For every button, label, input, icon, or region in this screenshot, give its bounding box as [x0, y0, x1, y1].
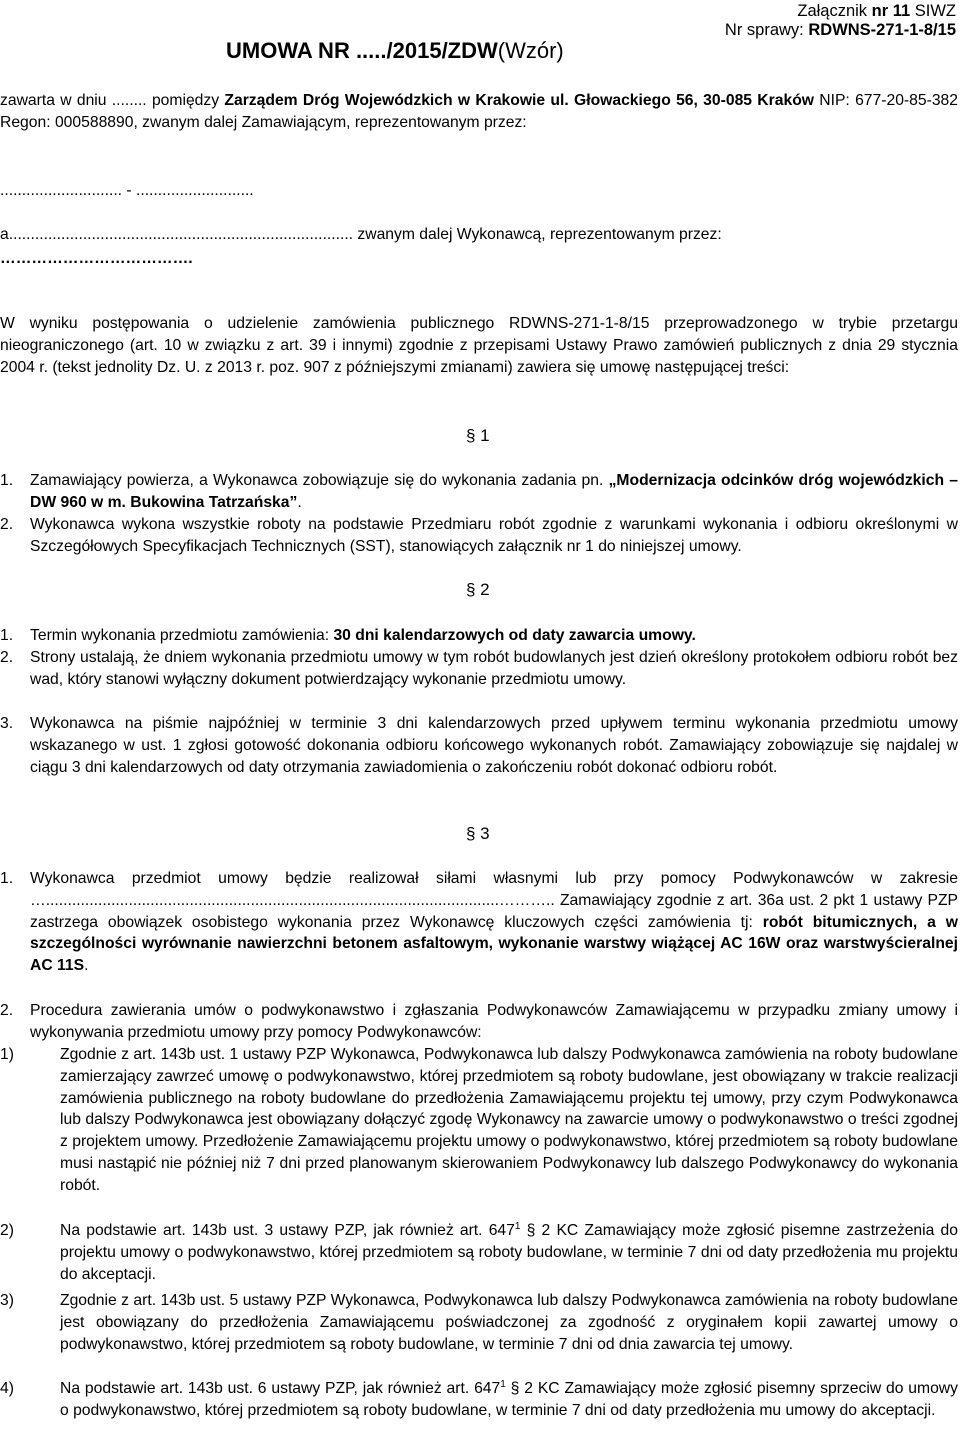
s3-sub-2-text-b: § 2 KC Zamawiający może zgłosić pisemne zastrzeżenia do projektu umowy o podwykonawstwo, której przedmiotem są roboty budowlane, w terminie 7 dni od daty przedłożenia mu projektu do akceptacji.: [60, 1222, 958, 1283]
s1-item-2-number: 2.: [0, 516, 14, 533]
case-number-prefix: Nr sprawy:: [724, 21, 809, 39]
s1-item-2: Wykonawca wykona wszystkie roboty na podstawie Przedmiaru robót zgodnie z warunkami wykonania i odbioru określonymi w Szczegółowych Specyfikacjach Technicznych (SST), stanowiących załącznik nr 1 do niniejszej umowy.: [30, 516, 958, 555]
procedure-paragraph: W wyniku postępowania o udzielenie zamówienia publicznego RDWNS-271-1-8/15 przeprowadzonego w trybie przetargu nieograniczonego (art. 10 w związku z art. 39 i innymi) zgodnie z przepisami Ustawy Prawo zamówień publicznych z dnia 29 stycznia 2004 r. (tekst jednolity Dz. U. z 2013 r. poz. 907 z późniejszymi zmianami) zawiera się umowę następującej treści:: [0, 315, 958, 376]
s3-item-1: [30, 868, 958, 977]
s1-item-1: [30, 470, 958, 514]
s3-item-1-number: 1.: [0, 870, 14, 887]
section-2-mark: § 2: [466, 580, 490, 599]
s2-item-3-number: 3.: [0, 715, 14, 732]
attachment-label: [797, 2, 956, 21]
s1-item-1-end: .: [297, 493, 302, 511]
task-name: „Modernizacja odcinków dróg wojewódzkich – DW 960 w m. Bukowina Tatrzańska”: [30, 472, 958, 511]
employer-name: Zarządem Dróg Wojewódzkich w Krakowie ul. Głowackiego 56, 30-085 Kraków: [224, 92, 814, 109]
parties-paragraph: [0, 90, 958, 134]
s3-sub-2-number: 2): [0, 1222, 14, 1239]
s3-item-1-end: .: [84, 957, 89, 975]
s3-sub-4-superscript: 1: [500, 1378, 506, 1390]
s2-item-1-number: 1.: [0, 627, 14, 644]
s3-item-1-text: Wykonawca przedmiot umowy będzie realizował siłami własnymi lub przy pomocy Podwykonawców w zakresie …........................................................................................................……….. Zamawiający zgodnie z art. 36a ust. 2 pkt 1 ustawy PZP zastrzega obowiązek osobistego wykonania przez Wykonawcę kluczowych części zamówienia tj:: [30, 870, 958, 931]
case-number: [725, 21, 956, 40]
s3-item-2-number: 2.: [0, 1002, 14, 1019]
section-1-mark: § 1: [466, 426, 490, 445]
s2-item-3: Wykonawca na piśmie najpóźniej w terminie 3 dni kalendarzowych przed upływem terminu wykonania przedmiotu umowy wskazanego w ust. 1 zgłosi gotowość dokonania odbioru końcowego wykonanych robót. Zamawiający zobowiązuje się najdalej w ciągu 3 dni kalendarzowych od daty otrzymania zawiadomienia o zakończeniu robót dokonać odbioru robót.: [30, 715, 958, 776]
s3-sub-2-text-a: Na podstawie art. 143b ust. 3 ustawy PZP, jak również art. 647: [60, 1222, 515, 1239]
section-3-mark: § 3: [466, 824, 490, 843]
s1-item-1-text: Zamawiający powierza, a Wykonawca zobowiązuje się do wykonania zadania pn.: [30, 472, 609, 489]
s3-sub-4-text-b: § 2 KC Zamawiający może zgłosić pisemny sprzeciw do umowy o podwykonawstwo, której przedmiotem są roboty budowlane, w terminie 7 dni od daty przedłożenia mu umowy do akceptacji.: [60, 1380, 958, 1419]
s2-item-2-number: 2.: [0, 649, 14, 666]
reserved-works: robót bitumicznych, a w szczególności wyrównanie nawierzchni betonem asfaltowym, wykonanie warstwy wiążącej AC 16W oraz warstwyścieralnej AC 11S: [30, 913, 959, 975]
title-main: UMOWA NR ...../2015/ZDW: [226, 38, 498, 63]
title-suffix: (Wzór): [497, 38, 564, 63]
document-title: [226, 38, 564, 64]
attachment-number: nr 11: [871, 2, 911, 20]
s3-sub-4-number: 4): [0, 1380, 14, 1397]
contractor-dots: [0, 248, 958, 270]
s2-item-1-text: Termin wykonania przedmiotu zamówienia:: [30, 627, 334, 644]
parties-text-a: zawarta w dniu ........ pomiędzy: [0, 92, 225, 109]
representative-dots: ............................ - ...........................: [0, 182, 254, 199]
s3-sub-4-text-a: Na podstawie art. 143b ust. 6 ustawy PZP, jak również art. 647: [60, 1380, 501, 1397]
s3-sub-1-number: 1): [0, 1046, 14, 1063]
contractor-dots-text: ……………………………….: [0, 250, 193, 267]
attachment-suffix: SIWZ: [910, 2, 956, 20]
s3-sub-2-superscript: 1: [514, 1220, 521, 1232]
s3-sub-4: [60, 1378, 958, 1422]
s1-item-1-number: 1.: [0, 472, 14, 489]
s2-item-2: Strony ustalają, że dniem wykonania przedmiotu umowy w tym robót budowlanych jest dzień określony protokołem odbioru robót bez wad, który stanowi wyłączny dokument potwierdzający wykonanie przedmiotu umowy.: [30, 649, 958, 688]
s3-item-2: Procedura zawierania umów o podwykonawstwo i zgłaszania Podwykonawców Zamawiającemu w przypadku zmiany umowy i wykonywania przedmiotu umowy przy pomocy Podwykonawców:: [30, 1002, 958, 1041]
s3-sub-2: [60, 1220, 958, 1285]
case-number-value: RDWNS-271-1-8/15: [808, 21, 956, 39]
s3-sub-1: Zgodnie z art. 143b ust. 1 ustawy PZP Wykonawca, Podwykonawca lub dalszy Podwykonawca zamówienia na roboty budowlane zamierzający zawrzeć umowę o podwykonawstwo, której przedmiotem są roboty budowlane, jest obowiązany w trakcie realizacji zamówienia publicznego na roboty budowlane do przedłożenia Zamawiającemu projektu tej umowy, przy czym Podwykonawca lub dalszy Podwykonawca jest obowiązany dołączyć zgodę Wykonawcy na zawarcie umowy o podwykonawstwo o treści zgodnej z projektem umowy. Przedłożenie Zamawiającemu projektu umowy o podwykonawstwo, której przedmiotem są roboty budowlane musi nastąpić nie później niż 7 dni przed planowanym skierowaniem Podwykonawcy lub dalszego Podwykonawcy do wykonania robót.: [60, 1046, 958, 1194]
s3-sub-3-number: 3): [0, 1292, 14, 1309]
parties-text-c: NIP: 677-20-85-382 Regon: 000588890, zwanym dalej Zamawiającym, reprezentowanym przez:: [0, 92, 958, 131]
s3-sub-3: Zgodnie z art. 143b ust. 5 ustawy PZP Wykonawca, Podwykonawca lub dalszy Podwykonawca zamówienia na roboty budowlane jest obowiązany do przedłożenia Zamawiającemu poświadczonej za zgodność z oryginałem kopii zawartej umowy o podwykonawstwo, której przedmiotem są roboty budowlane, w terminie 7 dni od dnia zawarcia tej umowy.: [60, 1292, 958, 1353]
s2-item-1: [30, 625, 958, 647]
contractor-line: a............................................................................... zwanym dalej Wykonawcą, reprezentowanym przez:: [0, 226, 722, 243]
completion-deadline: 30 dni kalendarzowych od daty zawarcia umowy.: [333, 627, 696, 644]
attachment-prefix: Załącznik: [797, 2, 872, 20]
